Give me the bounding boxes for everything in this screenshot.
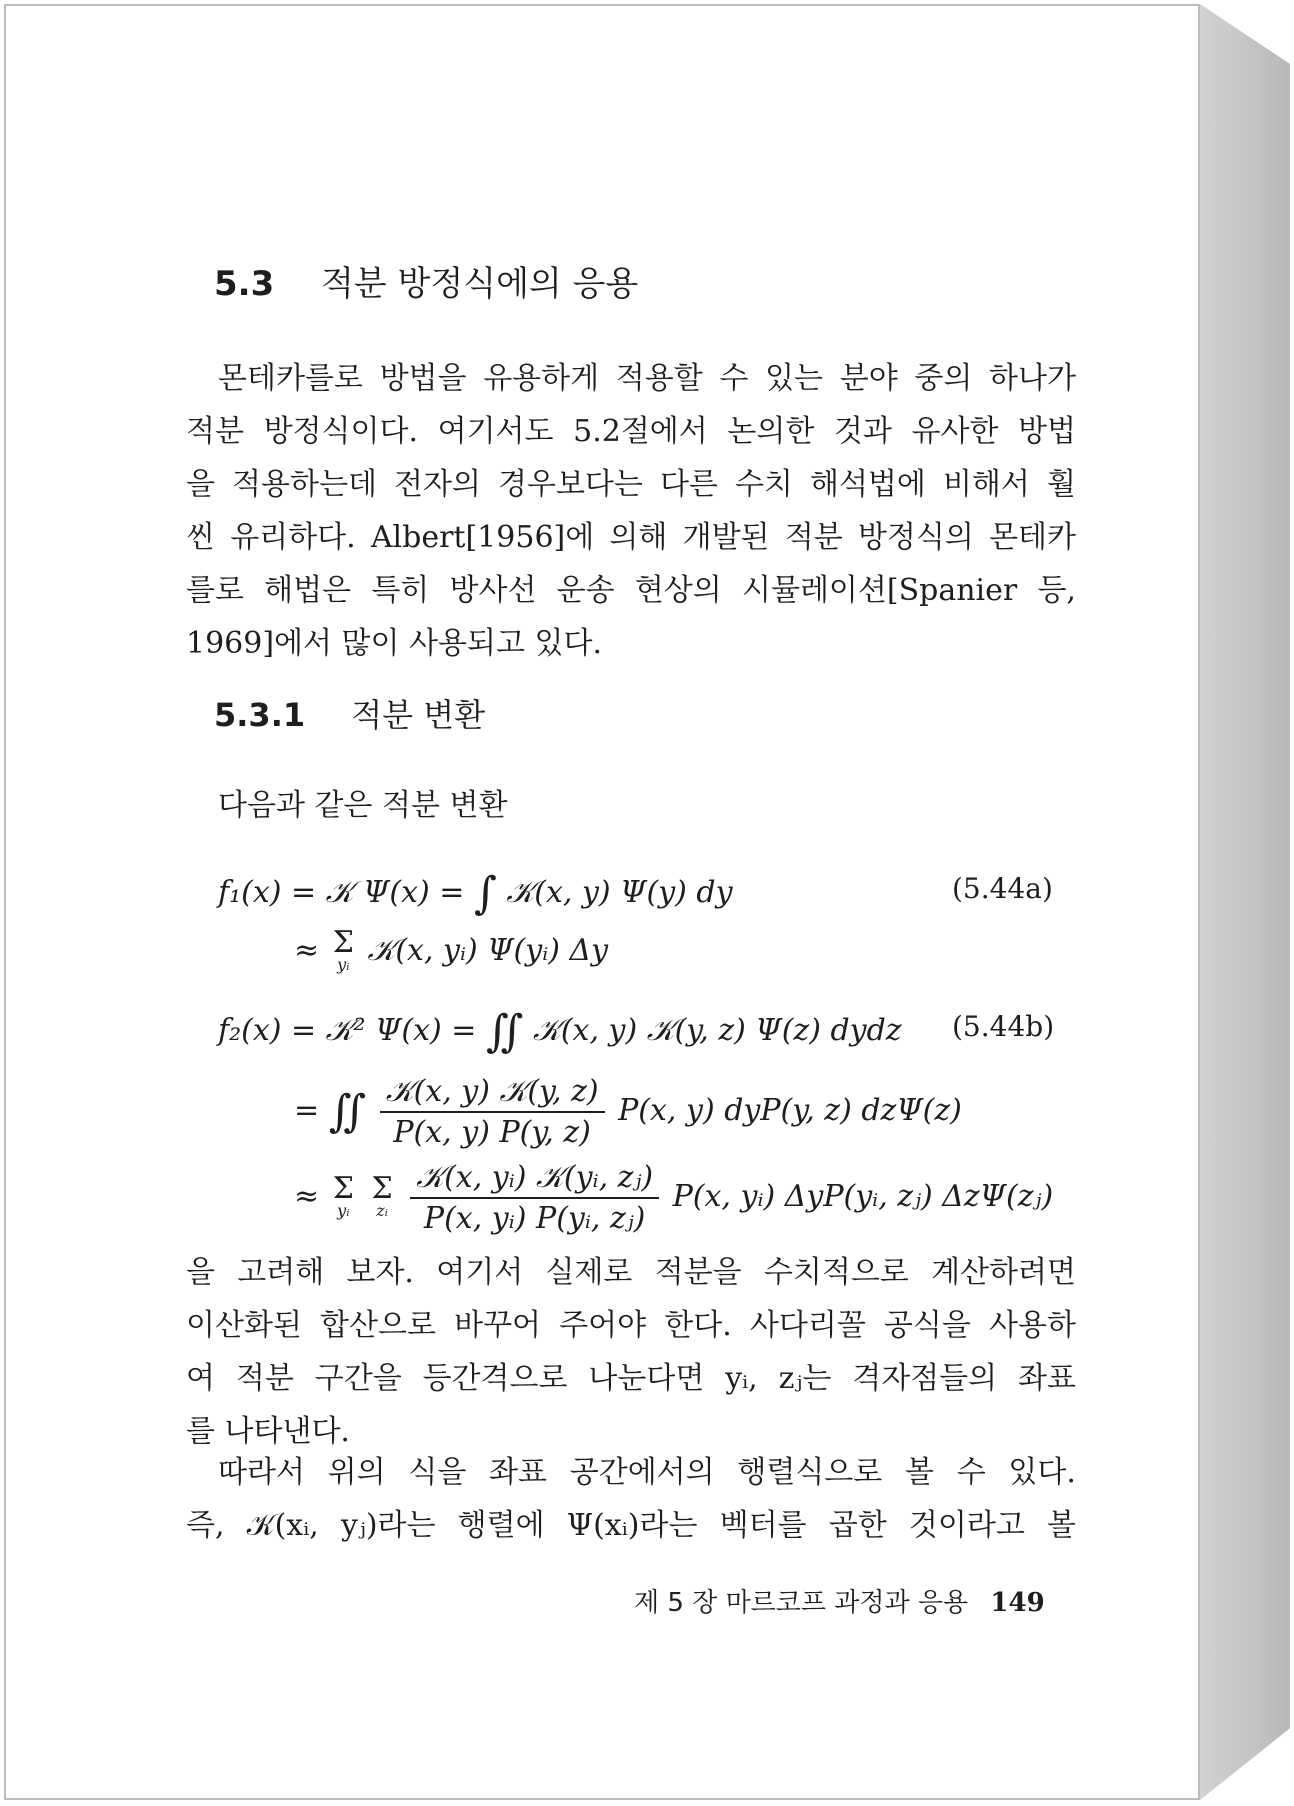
paragraph-2	[186, 1246, 1076, 1458]
text-line: 를로 해법은 특히 방사선 운송 현상의 시뮬레이션[Spanier 등,	[186, 573, 1076, 608]
section-number: 5.3	[214, 264, 275, 304]
eq1a-lhs: f₁(x) = 𝒦 Ψ(x) =	[218, 875, 465, 910]
paragraph-3	[186, 1446, 1076, 1552]
text-line: 따라서 위의 식을 좌표 공간에서의 행렬식으로 볼 수 있다.	[218, 1455, 1076, 1490]
book-page-edge	[1200, 4, 1290, 1800]
equation-5-44b-step: = ∬ $\frac{\text{𝒦(x, y) 𝒦(y, z)}}{P(x, y) P(y, z)}$ P(x, y) dyP(y, z) dzΨ(z)	[294, 1074, 962, 1150]
fraction-numerator: 𝒦(x, yᵢ) 𝒦(yᵢ, zⱼ)	[410, 1160, 659, 1199]
paragraph-1	[186, 352, 1076, 670]
subsection-title: 적분 변환	[351, 696, 486, 734]
integral-sign: ∫	[473, 868, 497, 919]
text-line: 를 나타낸다.	[186, 1414, 350, 1449]
double-integral-sign: ∬	[328, 1086, 367, 1137]
double-integral-sign: ∬	[485, 1006, 524, 1057]
equation-number-5-44b: (5.44b)	[952, 1010, 1055, 1043]
eq2a-rhs: 𝒦(x, y) 𝒦(y, z) Ψ(z) dydz	[532, 1013, 902, 1048]
eq2c-rhs: P(x, yᵢ) ΔyP(yᵢ, zⱼ) ΔzΨ(zⱼ)	[672, 1179, 1054, 1214]
summation-sign: Σ yᵢ	[332, 1171, 354, 1220]
summation-sign: Σ zᵢ	[371, 1171, 393, 1220]
page-number: 149	[990, 1588, 1045, 1618]
equation-5-44b	[218, 1006, 902, 1057]
equation-number-5-44a: (5.44a)	[952, 872, 1053, 905]
text-line: 을 적용하는데 전자의 경우보다는 다른 수치 해석법에 비해서 훨	[186, 467, 1076, 502]
text-line: 을 고려해 보자. 여기서 실제로 적분을 수치적으로 계산하려면	[186, 1255, 1076, 1290]
eq2b-rhs: P(x, y) dyP(y, z) dzΨ(z)	[618, 1093, 962, 1128]
page-footer	[634, 1582, 1045, 1619]
fraction-numerator: 𝒦(x, y) 𝒦(y, z)	[380, 1074, 605, 1113]
equation-5-44a-approx	[294, 925, 609, 974]
text-line: 즉, 𝒦(xᵢ, yⱼ)라는 행렬에 Ψ(xᵢ)라는 벡터를 곱한 것이라고 볼	[186, 1508, 1076, 1543]
section-heading	[214, 256, 638, 305]
summation-sign: Σ yᵢ	[332, 925, 354, 974]
summation-index: yᵢ	[337, 955, 350, 974]
summation-index: zᵢ	[376, 1201, 388, 1220]
text-line: 씬 유리하다. Albert[1956]에 의해 개발된 적분 방정식의 몬테카	[186, 520, 1076, 555]
eq1b-approx: ≈	[294, 933, 320, 968]
equation-5-44b-approx: ≈ Σ yᵢ Σ zᵢ $\frac{\text{𝒦(x, yᵢ) 𝒦(yᵢ, zⱼ)}}{\text{P(x, yᵢ) P(yᵢ, zⱼ)}}$ P(x, yᵢ) ΔyP(yᵢ, zⱼ) ΔzΨ(zⱼ)	[294, 1160, 1054, 1236]
text-line: 몬테카를로 방법을 유용하게 적용할 수 있는 분야 중의 하나가	[218, 361, 1076, 396]
equation-5-44a	[218, 868, 733, 919]
summation-index: yᵢ	[337, 1201, 350, 1220]
section-title: 적분 방정식에의 응용	[321, 264, 639, 304]
text-line: 적분 방정식이다. 여기서도 5.2절에서 논의한 것과 유사한 방법	[186, 414, 1076, 449]
intro-text: 다음과 같은 적분 변환	[218, 788, 508, 823]
fraction-denominator: P(x, yᵢ) P(yᵢ, zⱼ)	[423, 1201, 646, 1236]
text-line: 이산화된 합산으로 바꾸어 주어야 한다. 사다리꼴 공식을 사용하	[186, 1308, 1076, 1343]
chapter-title: 제 5 장 마르코프 과정과 응용	[634, 1588, 969, 1618]
fraction	[380, 1074, 605, 1150]
text-line: 여 적분 구간을 등간격으로 나눈다면 yᵢ, zⱼ는 격자점들의 좌표	[186, 1361, 1076, 1396]
eq1a-rhs: 𝒦(x, y) Ψ(y) dy	[506, 875, 733, 910]
text-line: 1969]에서 많이 사용되고 있다.	[186, 626, 602, 661]
fraction-denominator: P(x, y) P(y, z)	[393, 1115, 591, 1150]
eq2a-lhs: f₂(x) = 𝒦² Ψ(x) =	[218, 1013, 477, 1048]
subsection-number: 5.3.1	[214, 696, 306, 734]
fraction	[410, 1160, 659, 1236]
eq1b-rhs: 𝒦(x, yᵢ) Ψ(yᵢ) Δy	[367, 933, 609, 968]
subsection-heading	[214, 690, 485, 736]
